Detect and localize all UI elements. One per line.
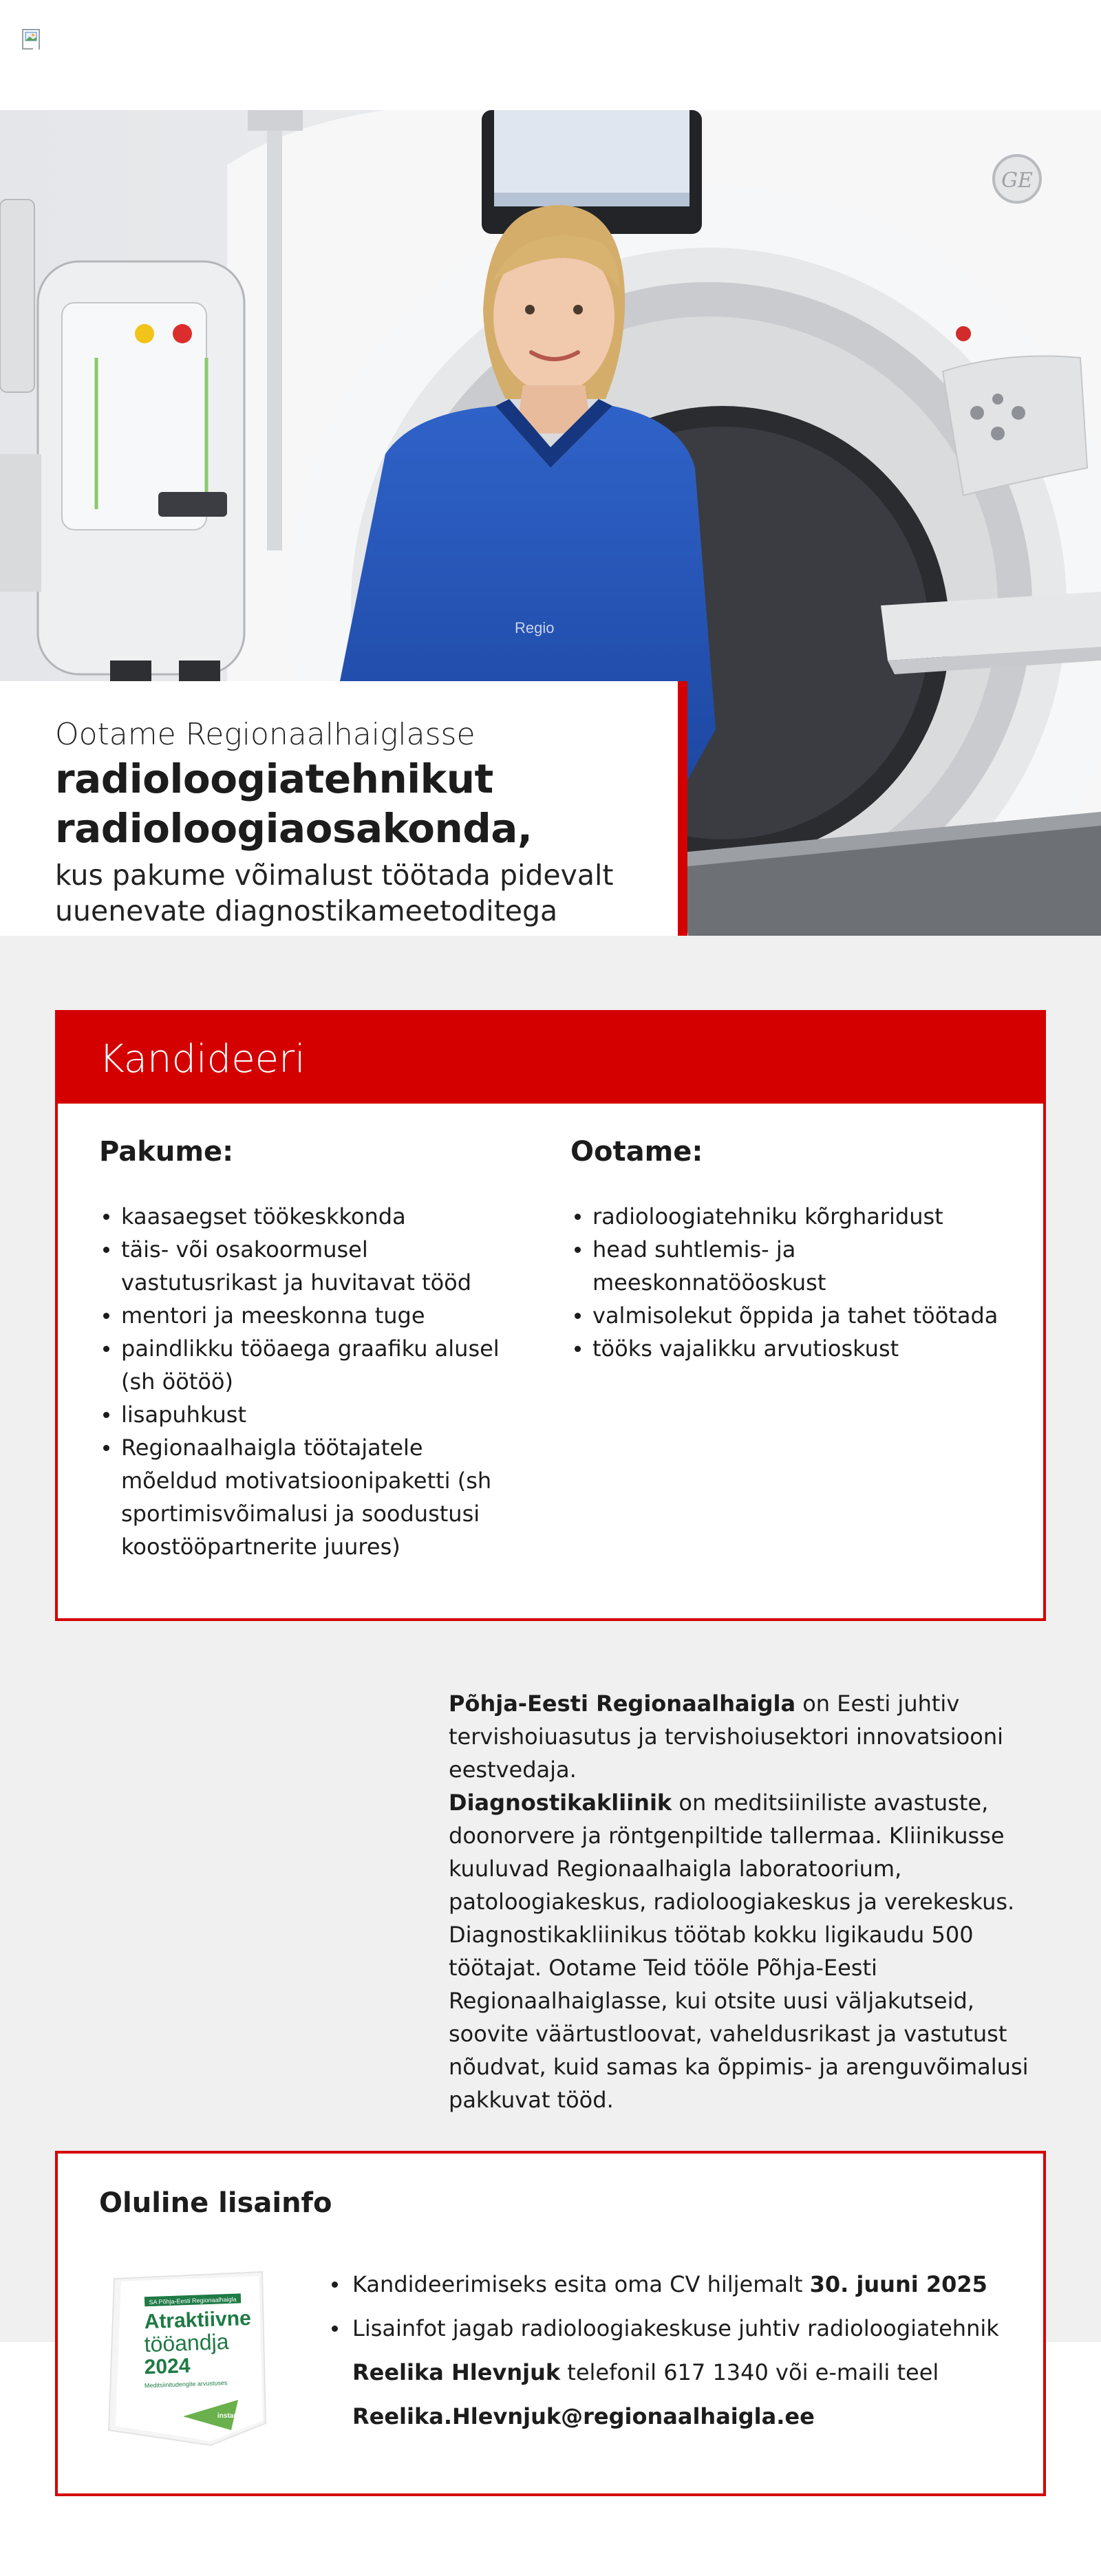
svg-text:Regio: Regio: [515, 619, 555, 636]
apply-box: [55, 1010, 1046, 1621]
clinic-paragraph: [449, 1786, 1047, 2116]
hero-text: [55, 716, 661, 929]
broken-logo-image-icon[interactable]: [22, 29, 43, 51]
svg-text:SA Põhja-Eesti Regionaalhaigla: SA Põhja-Eesti Regionaalhaigla: [149, 2295, 237, 2306]
svg-text:2024: 2024: [144, 2354, 191, 2379]
info-list: [352, 2262, 1013, 2438]
deadline-text: Kandideerimiseks esita oma CV hiljemalt: [352, 2271, 810, 2297]
svg-text:instar: instar: [217, 2412, 237, 2420]
expect-heading: Ootame:: [570, 1136, 703, 1168]
deadline-date: 30. juuni 2025: [809, 2271, 987, 2297]
list-item: head suhtlemis- ja meeskonnatööoskust: [592, 1233, 1011, 1299]
apply-button[interactable]: Kandideeri: [99, 1037, 306, 1082]
svg-text:Atraktiivne: Atraktiivne: [144, 2306, 252, 2334]
svg-text:tööandja: tööandja: [144, 2329, 229, 2357]
org-name: Põhja-Eesti Regionaalhaigla: [449, 1690, 796, 1717]
org-paragraph: [449, 1687, 1047, 1786]
hero-accent-bar: [678, 681, 687, 936]
svg-text:GE: GE: [1001, 169, 1033, 193]
list-item: tööks vajalikku arvutioskust: [592, 1332, 1011, 1365]
list-item: valmisolekut õppida ja tahet töötada: [592, 1299, 1011, 1332]
svg-text:Meditsiinitudengite arvustuses: Meditsiinitudengite arvustuses: [144, 2379, 228, 2390]
expect-list: [570, 1200, 1011, 1365]
hero-intro: Ootame Regionaalhaiglasse: [55, 717, 475, 752]
hero-job-title-line1: radioloogiatehnikut: [55, 755, 493, 802]
list-item: [352, 2306, 1013, 2438]
info-title: Oluline lisainfo: [99, 2187, 332, 2219]
list-item: täis- või osakoormusel vastutusrikast ja huvitavat tööd: [121, 1233, 526, 1299]
list-item: mentori ja meeskonna tuge: [121, 1299, 526, 1332]
list-item: kaasaegset töökeskkonda: [121, 1200, 526, 1233]
offer-list: [99, 1200, 526, 1563]
contact-name: Reelika Hlevnjuk: [352, 2359, 561, 2385]
hero-job-title-line2: radioloogiaosakonda,: [55, 805, 533, 852]
about-text: [449, 1687, 1047, 2116]
list-item: Regionaalhaigla töötajatele mõeldud motivatsioonipaketti (sh sportimisvõimalusi ja soodustusi koostööpartnerite juures): [121, 1431, 526, 1563]
expect-column: [570, 1135, 1011, 1365]
contact-email[interactable]: Reelika.Hlevnjuk@regionaalhaigla.ee: [352, 2403, 815, 2429]
hero-subtitle-line2: uuenevate diagnostikameetoditega: [55, 894, 558, 927]
contact-intro: Lisainfot jagab radioloogiakeskuse juhtiv radioloogiatehnik: [352, 2315, 999, 2341]
clinic-name: Diagnostikakliinik: [449, 1790, 672, 1816]
page-header: [0, 0, 1101, 110]
clinic-description: on meditsiiniliste avastuste, doonorvere ja röntgenpiltide tallermaa. Kliinikusse kuuluvad Regionaalhaigla laboratoorium, patoloogiakeskus, radioloogiakeskus ja verekeskus. Diagnostikakliinikus töötab kokku ligikaudu 500 töötajat. Ootame Teid tööle Põhja-Eesti Regionaalhaiglasse, kui otsite uusi väljakutseid, soovite väärtustloovat, vaheldusrikast ja vastutust nõudvat, kuid samas ka õppimis- ja arenguvõimalusi pakkuvat tööd.: [449, 1790, 1029, 2113]
list-item: lisapuhkust: [121, 1398, 526, 1431]
offer-column: [99, 1135, 526, 1563]
list-item: paindlikku tööaega graafiku alusel (sh öötöö): [121, 1332, 526, 1398]
list-item: radioloogiatehniku kõrgharidust: [592, 1200, 1011, 1233]
additional-info-box: [55, 2151, 1046, 2496]
contact-phone-text: telefonil 617 1340 või e-maili teel: [560, 2359, 939, 2385]
offer-heading: Pakume:: [99, 1136, 234, 1168]
hero-subtitle-line1: kus pakume võimalust töötada pidevalt: [55, 859, 614, 892]
org-description: on Eesti juhtiv tervishoiuasutus ja tervishoiusektori innovatsiooni eestvedaja.: [449, 1690, 1003, 1783]
apply-header[interactable]: [58, 1013, 1043, 1104]
hero-subtitle: [55, 857, 661, 929]
attractive-employer-badge: [100, 2265, 272, 2451]
list-item: [352, 2262, 1013, 2306]
